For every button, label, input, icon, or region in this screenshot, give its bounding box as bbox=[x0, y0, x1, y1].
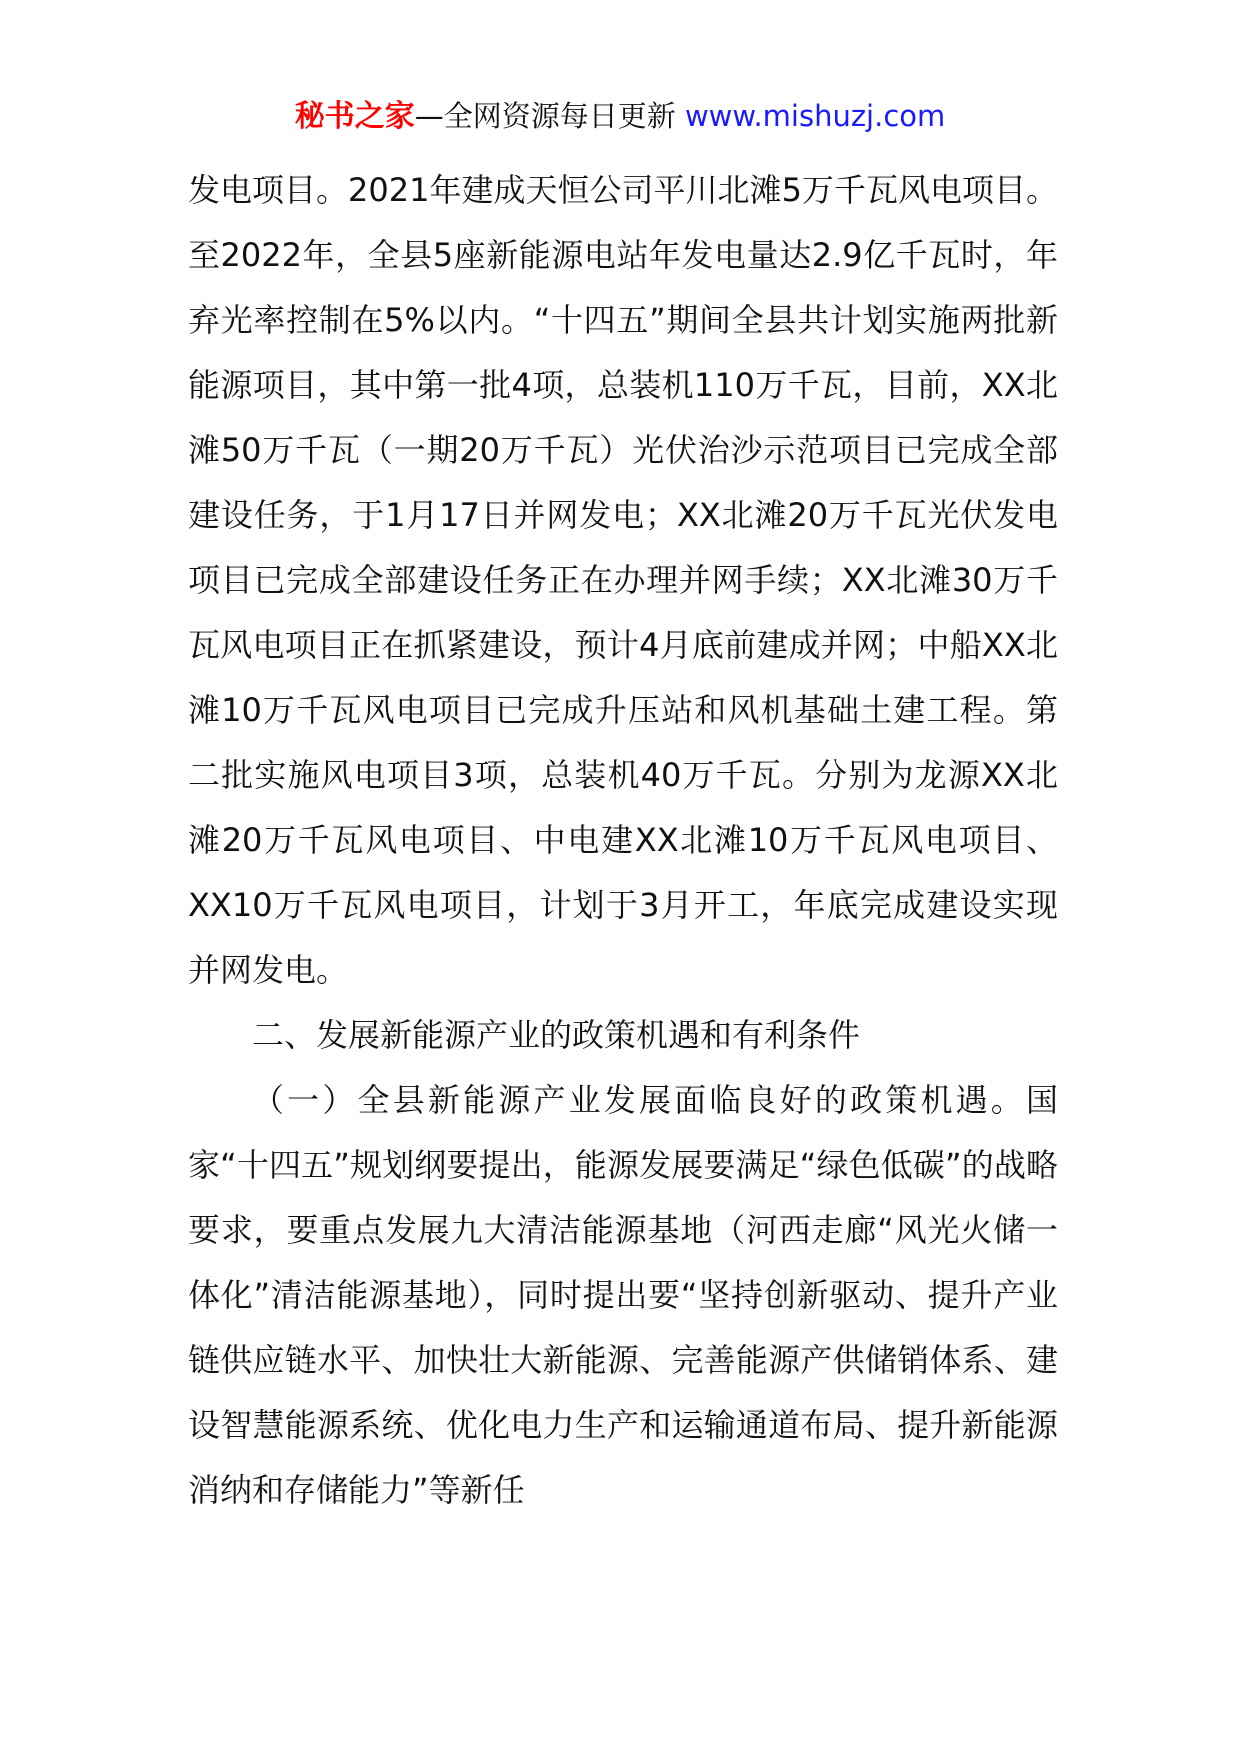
section-heading: 二、发展新能源产业的政策机遇和有利条件 bbox=[252, 1016, 861, 1054]
header-slogan: —全网资源每日更新 bbox=[414, 99, 676, 133]
page-header bbox=[0, 96, 1240, 137]
body-paragraph: 发电项目。2021年建成天恒公司平川北滩5万千瓦风电项目。至2022年，全县5座新能源电站年发电量达2.9亿千瓦时，年弃光率控制在5%以内。“十四五”期间全县共计划实施两批新能源项目，其中第一批4项，总装机110万千瓦，目前，XX北滩50万千瓦（一期20万千瓦）光伏治沙示范项目已完成全部建设任务，于1月17日并网发电；XX北滩20万千瓦光伏发电项目已完成全部建设任务正在办理并网手续；XX北滩30万千瓦风电项目正在抓紧建设，预计4月底前建成并网；中船XX北滩10万千瓦风电项目已完成升压站和风机基础土建工程。第二批实施风电项目3项，总装机40万千瓦。分别为龙源XX北滩20万千瓦风电项目、中电建XX北滩10万千瓦风电项目、XX10万千瓦风电项目，计划于3月开工，年底完成建设实现并网发电。 bbox=[188, 171, 1058, 989]
brand-name: 秘书之家 bbox=[294, 99, 415, 134]
body-paragraph: （一）全县新能源产业发展面临良好的政策机遇。国家“十四五”规划纲要提出，能源发展要满足“绿色低碳”的战略要求，要重点发展九大清洁能源基地（河西走廊“风光火储一体化”清洁能源基地），同时提出要“坚持创新驱动、提升产业链供应链水平、加快壮大新能源、完善能源产供储销体系、建设智慧能源系统、优化电力生产和运输通道布局、提升新能源消纳和存储能力”等新任 bbox=[188, 1081, 1058, 1509]
document-body bbox=[188, 158, 1058, 1523]
site-url-link[interactable]: www.mishuzj.com bbox=[684, 99, 946, 133]
